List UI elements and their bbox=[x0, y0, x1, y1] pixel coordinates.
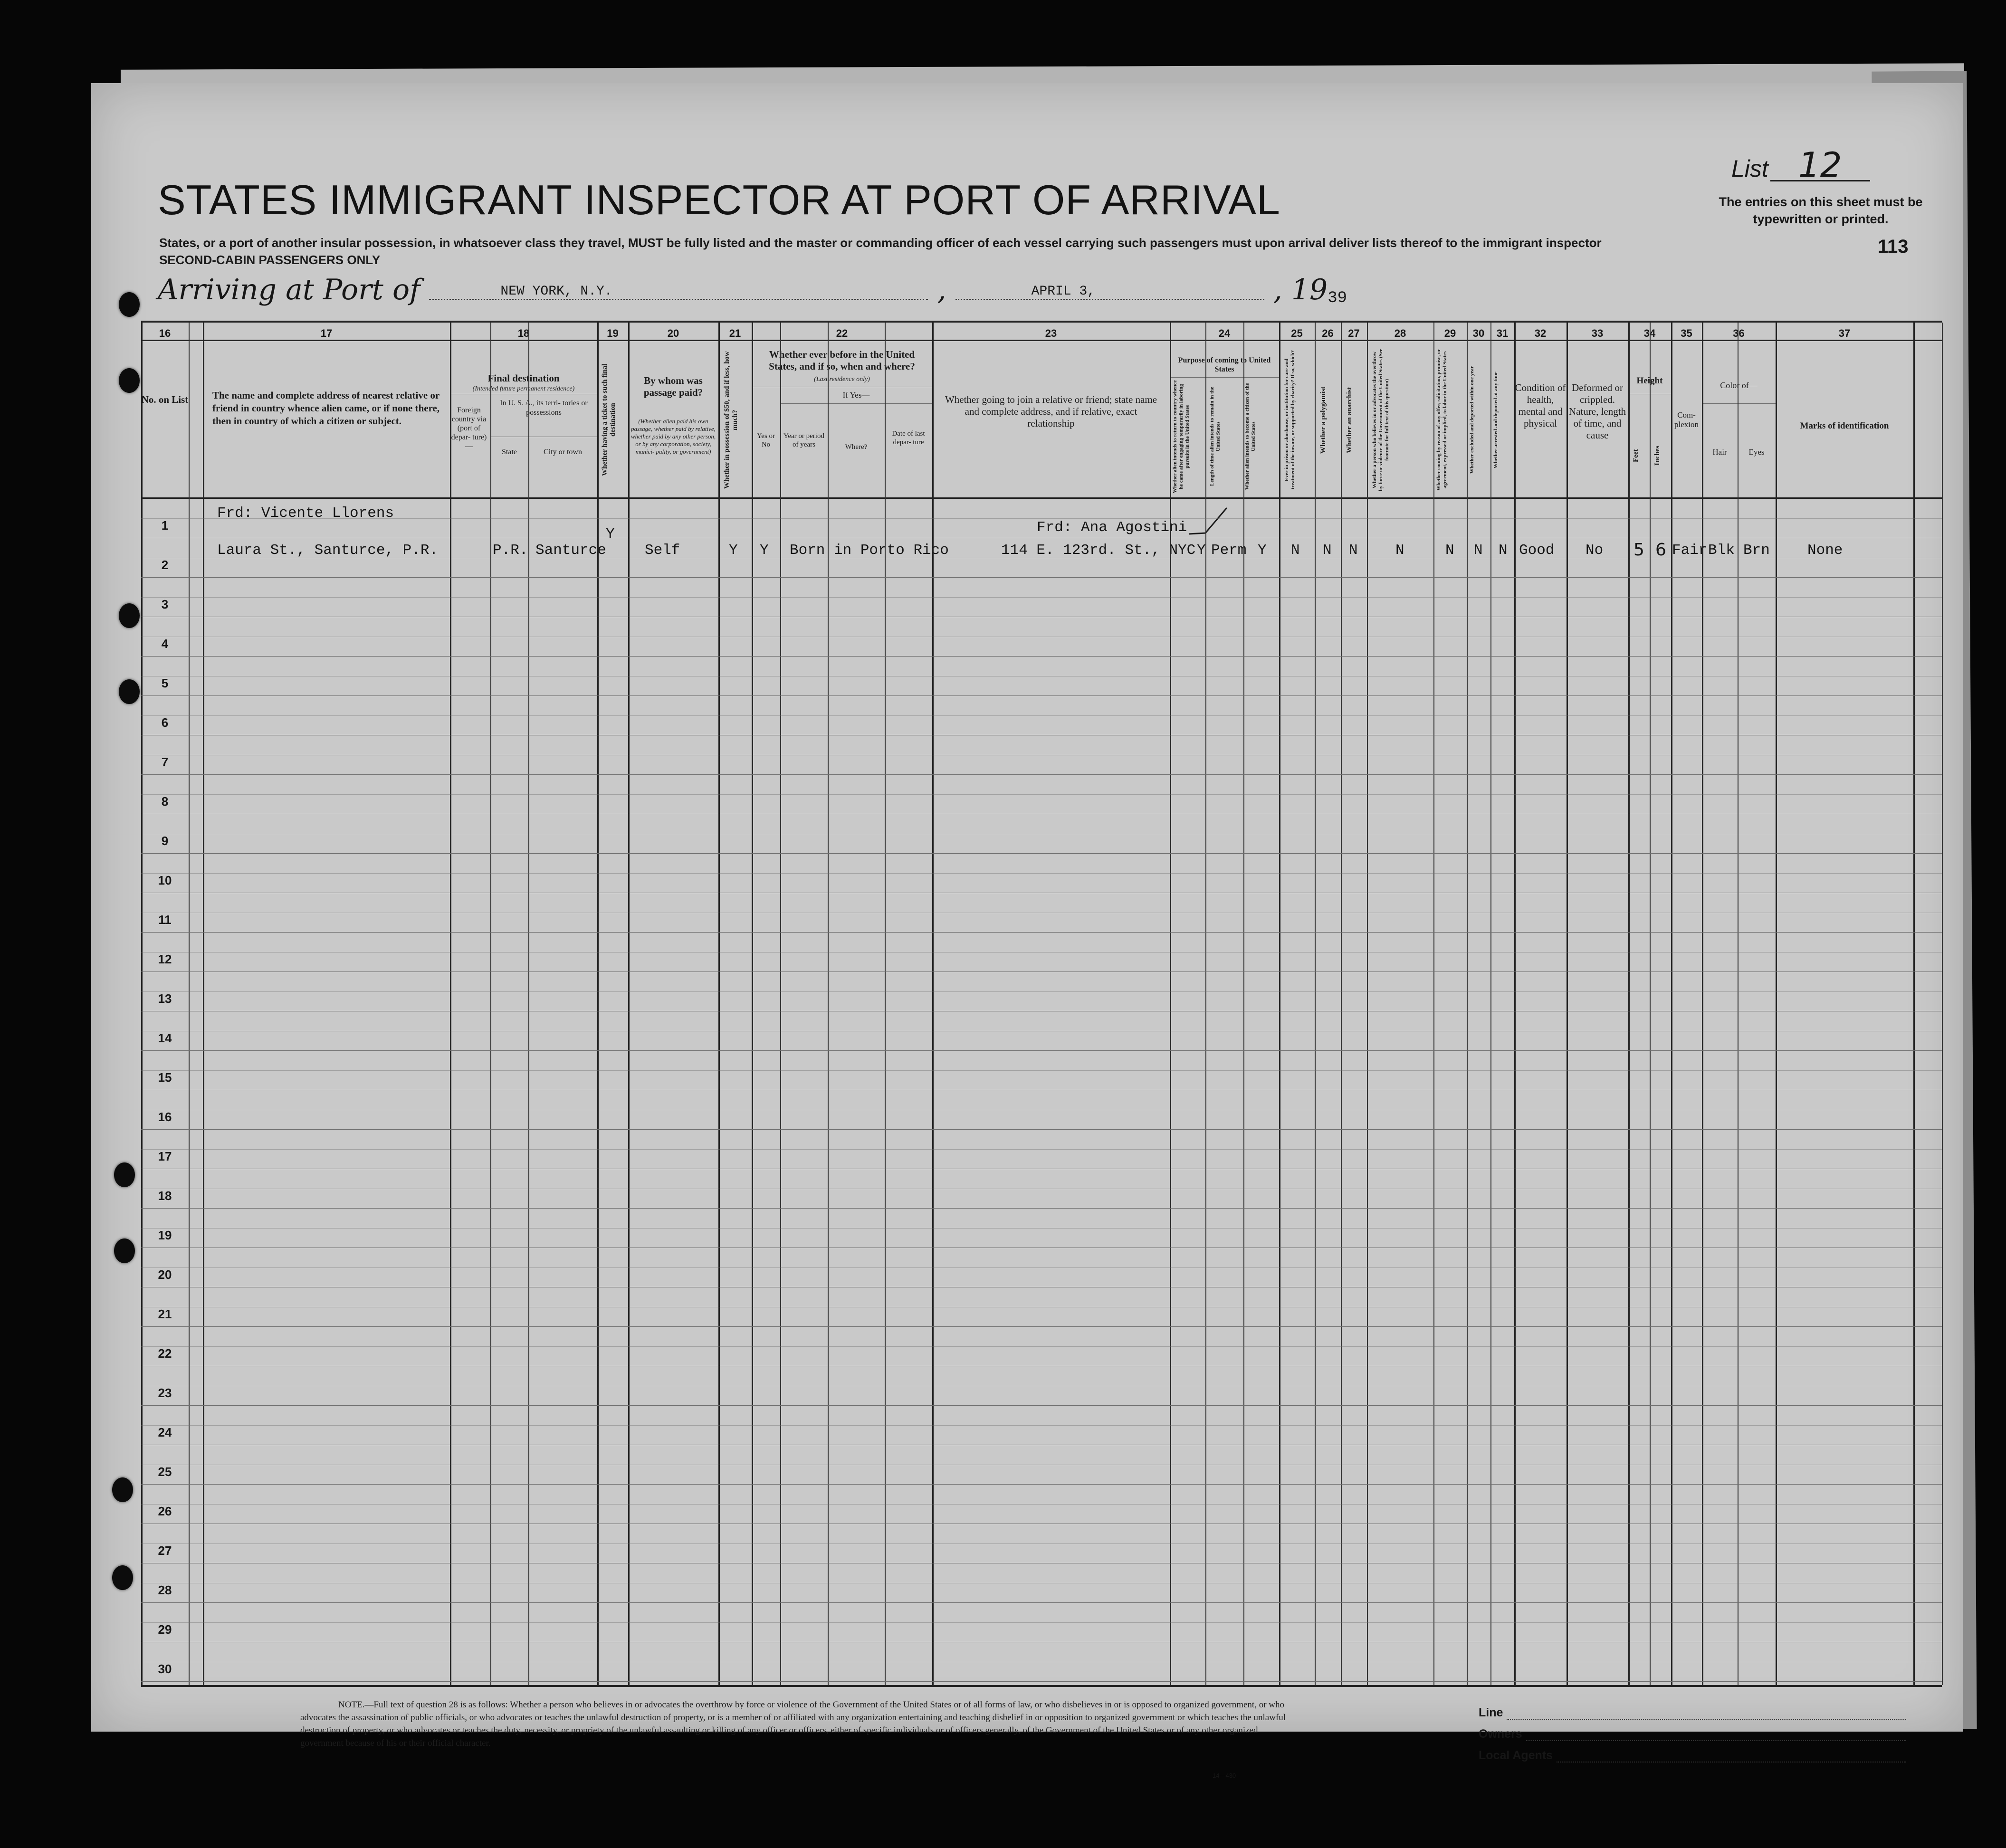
punch-hole bbox=[119, 679, 140, 704]
col-num-34: 34 bbox=[1643, 327, 1656, 339]
row-number: 12 bbox=[158, 952, 172, 966]
col-head-state: State bbox=[502, 448, 517, 456]
list-label: List bbox=[1731, 155, 1768, 182]
row-subrule bbox=[141, 1070, 1942, 1071]
col-head-year-period: Year or period of years bbox=[783, 432, 824, 448]
list-number: 12 bbox=[1770, 150, 1870, 181]
hair-color: Blk bbox=[1708, 542, 1735, 559]
col-head-labor-offer: Whether coming by reason of any offer, solicitation, promise, or agreement, expressed or implied, to labor in the United States bbox=[1436, 349, 1448, 491]
joining-address: 114 E. 123rd. St., NYC bbox=[1001, 542, 1196, 559]
column-rule bbox=[450, 323, 451, 1685]
row-number: 24 bbox=[158, 1425, 172, 1439]
column-rule bbox=[490, 323, 491, 1685]
row-number: 23 bbox=[158, 1386, 172, 1400]
col-num-28: 28 bbox=[1394, 327, 1406, 339]
form-number: 14—430 bbox=[1213, 1772, 1236, 1779]
punch-hole bbox=[112, 1477, 133, 1502]
pen-check-mark bbox=[1186, 505, 1229, 539]
identification-marks: None bbox=[1807, 542, 1843, 559]
column-rule bbox=[1514, 323, 1516, 1685]
ever-before-answer: Y bbox=[760, 542, 769, 559]
q30-answer: N bbox=[1474, 542, 1483, 559]
col-num-29: 29 bbox=[1444, 327, 1456, 339]
destination-state: P.R. bbox=[493, 542, 528, 559]
col-head-if-yes: If Yes— bbox=[842, 391, 870, 400]
column-rule bbox=[1650, 323, 1651, 1685]
owners-label: Owners bbox=[1479, 1727, 1522, 1741]
row-rule bbox=[141, 656, 1942, 657]
return-answer: Y bbox=[1197, 542, 1206, 559]
row-subrule bbox=[141, 597, 1942, 598]
relative-address: Laura St., Santurce, P.R. bbox=[217, 542, 439, 559]
col-head-health: Condition of health, mental and physical bbox=[1515, 382, 1566, 429]
joining-friend: Frd: Ana Agostini bbox=[1037, 519, 1187, 536]
column-rule bbox=[1315, 323, 1316, 1685]
row-subrule bbox=[141, 991, 1942, 992]
row-number: 14 bbox=[158, 1031, 172, 1045]
col-head-foreign-country: Foreign country via (port of depar- ture)— bbox=[451, 406, 487, 450]
row-rule bbox=[141, 1208, 1942, 1209]
punch-hole bbox=[119, 368, 140, 393]
port-field bbox=[429, 284, 928, 300]
passage-paid-by: Self bbox=[645, 542, 680, 559]
column-rule bbox=[1433, 323, 1434, 1685]
col-head-passage-paid: By whom was passage paid? bbox=[643, 375, 703, 398]
manifest-table bbox=[141, 321, 1942, 1687]
row-number: 17 bbox=[158, 1149, 172, 1163]
col-head-overthrow: Whether a person who believes in or advocates the overthrow by force or violence of the Government of the United States (See footnote for full text of this question) bbox=[1372, 349, 1390, 491]
page-stamp: 113 bbox=[1878, 236, 1909, 257]
col-head-fifty-dollars: Whether in possession of $50, and if less, how much? bbox=[723, 351, 739, 489]
row-rule bbox=[141, 853, 1942, 854]
row-rule bbox=[141, 695, 1942, 696]
punch-hole bbox=[119, 603, 140, 628]
row-number: 29 bbox=[158, 1622, 172, 1637]
col-num-27: 27 bbox=[1348, 327, 1360, 339]
previous-residence: Born in Porto Rico bbox=[790, 542, 949, 559]
row-subrule bbox=[141, 1267, 1942, 1268]
row-number: 3 bbox=[161, 597, 169, 611]
col-head-feet: Feet bbox=[1632, 449, 1640, 462]
col-head-prison: Ever in prison or almshouse, or institution for care and treatment of the insane, or supported by charity? If so, which? bbox=[1284, 350, 1296, 490]
column-rule bbox=[1671, 323, 1672, 1685]
col-head-relative: The name and complete address of nearest relative or friend in country whence alien came, or if none there, then in country of which a citizen or subject. bbox=[212, 390, 440, 427]
owners-field bbox=[1479, 1720, 1906, 1741]
column-rule bbox=[932, 323, 934, 1685]
col-head-excluded: Whether excluded and deported within one year bbox=[1469, 366, 1475, 474]
row-subrule bbox=[141, 1504, 1942, 1505]
local-agents-field bbox=[1479, 1741, 1906, 1762]
col-head-passage-paid-note: (Whether alien paid his own passage, whether paid by relative, whether paid by any other person, or by any corporation, society, munici- pality, or government) bbox=[630, 418, 716, 455]
row-number: 22 bbox=[158, 1346, 172, 1361]
row-subrule bbox=[141, 1543, 1942, 1544]
col-num-24: 24 bbox=[1218, 327, 1231, 339]
row-subrule bbox=[141, 1346, 1942, 1347]
column-rule bbox=[1942, 323, 1943, 1685]
column-rule bbox=[885, 323, 886, 1685]
col-num-20: 20 bbox=[667, 327, 679, 339]
citizen-answer: Y bbox=[1258, 542, 1267, 559]
col-head-ticket: Whether having a ticket to such final destination bbox=[601, 363, 617, 476]
row-number: 20 bbox=[158, 1267, 172, 1282]
column-rule bbox=[718, 323, 720, 1685]
column-rule bbox=[189, 323, 190, 1685]
row-subrule bbox=[141, 1149, 1942, 1150]
ticket-answer: Y bbox=[606, 526, 615, 543]
column-rule bbox=[752, 323, 753, 1685]
row-subrule bbox=[141, 1228, 1942, 1229]
column-rule bbox=[1205, 323, 1206, 1685]
col-head-height: Height bbox=[1636, 376, 1663, 386]
row-subrule bbox=[141, 518, 1942, 519]
col-head-final-destination: Final destination bbox=[487, 372, 560, 384]
col-num-23: 23 bbox=[1045, 327, 1057, 339]
col-num-19: 19 bbox=[607, 327, 619, 339]
q28-answer: N bbox=[1395, 542, 1404, 559]
row-number: 6 bbox=[161, 715, 169, 730]
col-head-inches: Inches bbox=[1653, 446, 1661, 466]
row-number: 13 bbox=[158, 991, 172, 1006]
col-num-31: 31 bbox=[1496, 327, 1509, 339]
q25-answer: N bbox=[1291, 542, 1300, 559]
col-head-purpose: Purpose of coming to United States bbox=[1178, 356, 1271, 373]
col-num-36: 36 bbox=[1733, 327, 1745, 339]
list-number-box bbox=[1731, 145, 1950, 185]
column-rule bbox=[1467, 323, 1468, 1685]
height-feet: 5 bbox=[1633, 540, 1644, 560]
row-number: 2 bbox=[161, 558, 169, 572]
subtitle-line: States, or a port of another insular possession, in whatsoever class they travel, MUST be fully listed and the master or commanding officer of each vessel carrying such passengers must upon arrival deliver lists thereof to the immigrant inspector bbox=[159, 236, 1602, 250]
row-rule bbox=[141, 577, 1942, 578]
row-rule bbox=[141, 1602, 1942, 1603]
line-field bbox=[1479, 1698, 1906, 1720]
col-num-32: 32 bbox=[1534, 327, 1547, 339]
row-number: 18 bbox=[158, 1189, 172, 1203]
col-head-anarchist: Whether an anarchist bbox=[1346, 387, 1353, 453]
form-title: STATES IMMIGRANT INSPECTOR AT PORT OF ARRIVAL bbox=[158, 176, 1280, 223]
column-rule bbox=[1702, 323, 1703, 1685]
col-num-17: 17 bbox=[320, 327, 333, 339]
punch-hole bbox=[114, 1238, 135, 1263]
health-condition: Good bbox=[1519, 542, 1555, 559]
local-agents-label: Local Agents bbox=[1479, 1749, 1553, 1762]
row-rule bbox=[141, 1050, 1942, 1051]
col-num-30: 30 bbox=[1472, 327, 1485, 339]
deformed-answer: No bbox=[1586, 542, 1604, 559]
row-number: 11 bbox=[158, 913, 172, 927]
col-head-where: Where? bbox=[845, 443, 868, 451]
cabin-class: SECOND-CABIN PASSENGERS ONLY bbox=[159, 253, 381, 267]
column-rule bbox=[597, 323, 599, 1685]
row-subrule bbox=[141, 1622, 1942, 1623]
column-rule bbox=[203, 323, 204, 1685]
column-rule bbox=[628, 323, 630, 1685]
row-rule bbox=[141, 932, 1942, 933]
typewritten-instruction: The entries on this sheet must be typewritten or printed. bbox=[1719, 195, 1923, 226]
column-rule bbox=[528, 323, 529, 1685]
signature-block bbox=[1479, 1698, 1906, 1762]
punch-hole bbox=[114, 1162, 135, 1187]
row-number: 8 bbox=[161, 794, 169, 809]
year-value: 39 bbox=[1328, 289, 1347, 307]
column-rule bbox=[1776, 323, 1777, 1685]
arriving-label: Arriving at Port of bbox=[158, 273, 420, 306]
punch-hole bbox=[119, 292, 140, 317]
column-rule bbox=[1170, 323, 1171, 1685]
row-rule bbox=[141, 1129, 1942, 1130]
col-head-eyes: Eyes bbox=[1748, 448, 1765, 457]
col-head-yes-no: Yes or No bbox=[756, 432, 775, 448]
form-subtitle bbox=[159, 234, 1713, 268]
q29-answer: N bbox=[1445, 542, 1454, 559]
col-head-last-departure: Date of last depar- ture bbox=[892, 430, 925, 446]
row-rule bbox=[141, 1484, 1942, 1485]
col-num-16: 16 bbox=[159, 327, 171, 339]
row-number: 9 bbox=[161, 834, 169, 848]
footnote-question-28: NOTE.—Full text of question 28 is as follows: Whether a person who believes in or advocates the overthrow by force or violence of the Government of the United States or of all forms of law, or who disbelieves in or is opposed to organized government, or who advocates the assassination of public officials, or who advocates or teaches the unlawful destruction of property, or is a member of or affiliated with any organization entertaining and teaching disbelief in or opposition to organized government or which teaches the unlawful destruction of property, or who advocates or teaches the duty, necessity, or propriety of the unlawful assaulting or killing of any officer or officers, either of specific individuals or of officers generally, of the Government of the United States or of any other organized government because of his or their official character. bbox=[300, 1700, 1286, 1748]
col-head-last-residence: (Last residence only) bbox=[814, 376, 870, 383]
row-number: 4 bbox=[161, 637, 169, 651]
row-number: 26 bbox=[158, 1504, 172, 1518]
col-num-25: 25 bbox=[1291, 327, 1303, 339]
eye-color: Brn bbox=[1743, 542, 1770, 559]
height-inches: 6 bbox=[1655, 540, 1666, 560]
col-head-deformed: Deformed or crippled. Nature, length of time, and cause bbox=[1568, 382, 1626, 441]
relative-name: Frd: Vicente Llorens bbox=[217, 505, 394, 522]
row-subrule bbox=[141, 1425, 1942, 1426]
col-head-polygamist: Whether a polygamist bbox=[1319, 386, 1327, 454]
row-subrule bbox=[141, 952, 1942, 953]
column-rule bbox=[1913, 323, 1915, 1685]
col-num-21: 21 bbox=[729, 327, 741, 339]
q26-answer: N bbox=[1323, 542, 1332, 559]
row-subrule bbox=[141, 794, 1942, 795]
year-prefix: 19 bbox=[1291, 273, 1328, 306]
column-rule bbox=[1567, 323, 1568, 1685]
col-num-22: 22 bbox=[836, 327, 848, 339]
col-head-final-destination-note: (Intended future permanent residence) bbox=[472, 385, 575, 392]
col-head-complexion: Com- plexion bbox=[1674, 410, 1699, 429]
col-head-return-intent: Whether alien intends to return to country whence he came after engaging temporarily in laboring pursuits in the United States bbox=[1172, 380, 1190, 493]
row-number: 25 bbox=[158, 1465, 172, 1479]
port-value: NEW YORK, N.Y. bbox=[500, 284, 612, 299]
destination-city: Santurce bbox=[535, 542, 606, 559]
date-value: APRIL 3, bbox=[1031, 284, 1096, 299]
col-num-18: 18 bbox=[517, 327, 530, 339]
complexion: Fair bbox=[1672, 542, 1708, 559]
col-head-color: Color of— bbox=[1720, 381, 1758, 390]
col-head-going-to-join: Whether going to join a relative or friend; state name and complete address, and if relative, exact relationship bbox=[945, 394, 1157, 429]
row-number: 1 bbox=[161, 518, 169, 533]
row-subrule bbox=[141, 715, 1942, 716]
col-num-33: 33 bbox=[1591, 327, 1604, 339]
col-head-no-on-list: No. on List bbox=[141, 394, 189, 405]
row-number: 28 bbox=[158, 1583, 172, 1597]
arrival-line: Arriving at Port of NEW YORK, N.Y. , APRIL 3, , 1939 bbox=[158, 273, 1347, 307]
fifty-dollars-answer: Y bbox=[729, 542, 738, 559]
col-head-ever-before: Whether ever before in the United States, and if so, when and where? bbox=[769, 349, 915, 372]
column-rule bbox=[828, 323, 829, 1685]
row-number: 5 bbox=[161, 676, 169, 690]
row-number: 21 bbox=[158, 1307, 172, 1321]
col-num-26: 26 bbox=[1322, 327, 1334, 339]
subhead-divider bbox=[1170, 377, 1279, 378]
row-rule bbox=[141, 1326, 1942, 1327]
row-subrule bbox=[141, 873, 1942, 874]
row-number: 27 bbox=[158, 1543, 172, 1558]
col-num-35: 35 bbox=[1681, 327, 1692, 339]
column-rule bbox=[1490, 323, 1491, 1685]
col-head-length-of-stay: Length of time alien intends to remain in the United States bbox=[1209, 387, 1221, 486]
col-num-37: 37 bbox=[1838, 327, 1851, 339]
col-head-hair: Hair bbox=[1712, 448, 1727, 457]
manifest-page bbox=[91, 83, 1963, 1779]
subhead-divider bbox=[1702, 403, 1776, 404]
col-head-arrested: Whether arrested and deported at any time bbox=[1493, 372, 1499, 468]
column-rule bbox=[1738, 323, 1739, 1685]
row-number: 19 bbox=[158, 1228, 172, 1242]
row-rule bbox=[141, 774, 1942, 775]
col-head-marks: Marks of identification bbox=[1800, 421, 1889, 431]
subhead-divider bbox=[780, 403, 932, 404]
column-rule bbox=[1367, 323, 1368, 1685]
row-number: 16 bbox=[158, 1110, 172, 1124]
column-rule bbox=[1279, 323, 1280, 1685]
q31-answer: N bbox=[1499, 542, 1508, 559]
col-head-in-usa: In U. S. A., its terri- tories or possessions bbox=[500, 399, 588, 417]
column-rule bbox=[1341, 323, 1342, 1685]
column-rule bbox=[780, 323, 781, 1685]
row-number: 15 bbox=[158, 1070, 172, 1085]
row-number: 30 bbox=[158, 1662, 172, 1676]
column-rule bbox=[1628, 323, 1630, 1685]
row-rule bbox=[141, 1681, 1942, 1682]
line-label: Line bbox=[1479, 1706, 1503, 1719]
col-head-city: City or town bbox=[544, 448, 582, 456]
date-field bbox=[955, 284, 1264, 300]
col-head-citizen-intent: Whether alien intends to become a citizen of the United States bbox=[1244, 383, 1256, 490]
row-rule bbox=[141, 1405, 1942, 1406]
q27-answer: N bbox=[1349, 542, 1358, 559]
row-number: 7 bbox=[161, 755, 169, 769]
punch-hole bbox=[112, 1565, 133, 1590]
row-number: 10 bbox=[158, 873, 172, 887]
column-rule bbox=[1243, 323, 1244, 1685]
length-of-stay: Perm bbox=[1211, 542, 1247, 559]
